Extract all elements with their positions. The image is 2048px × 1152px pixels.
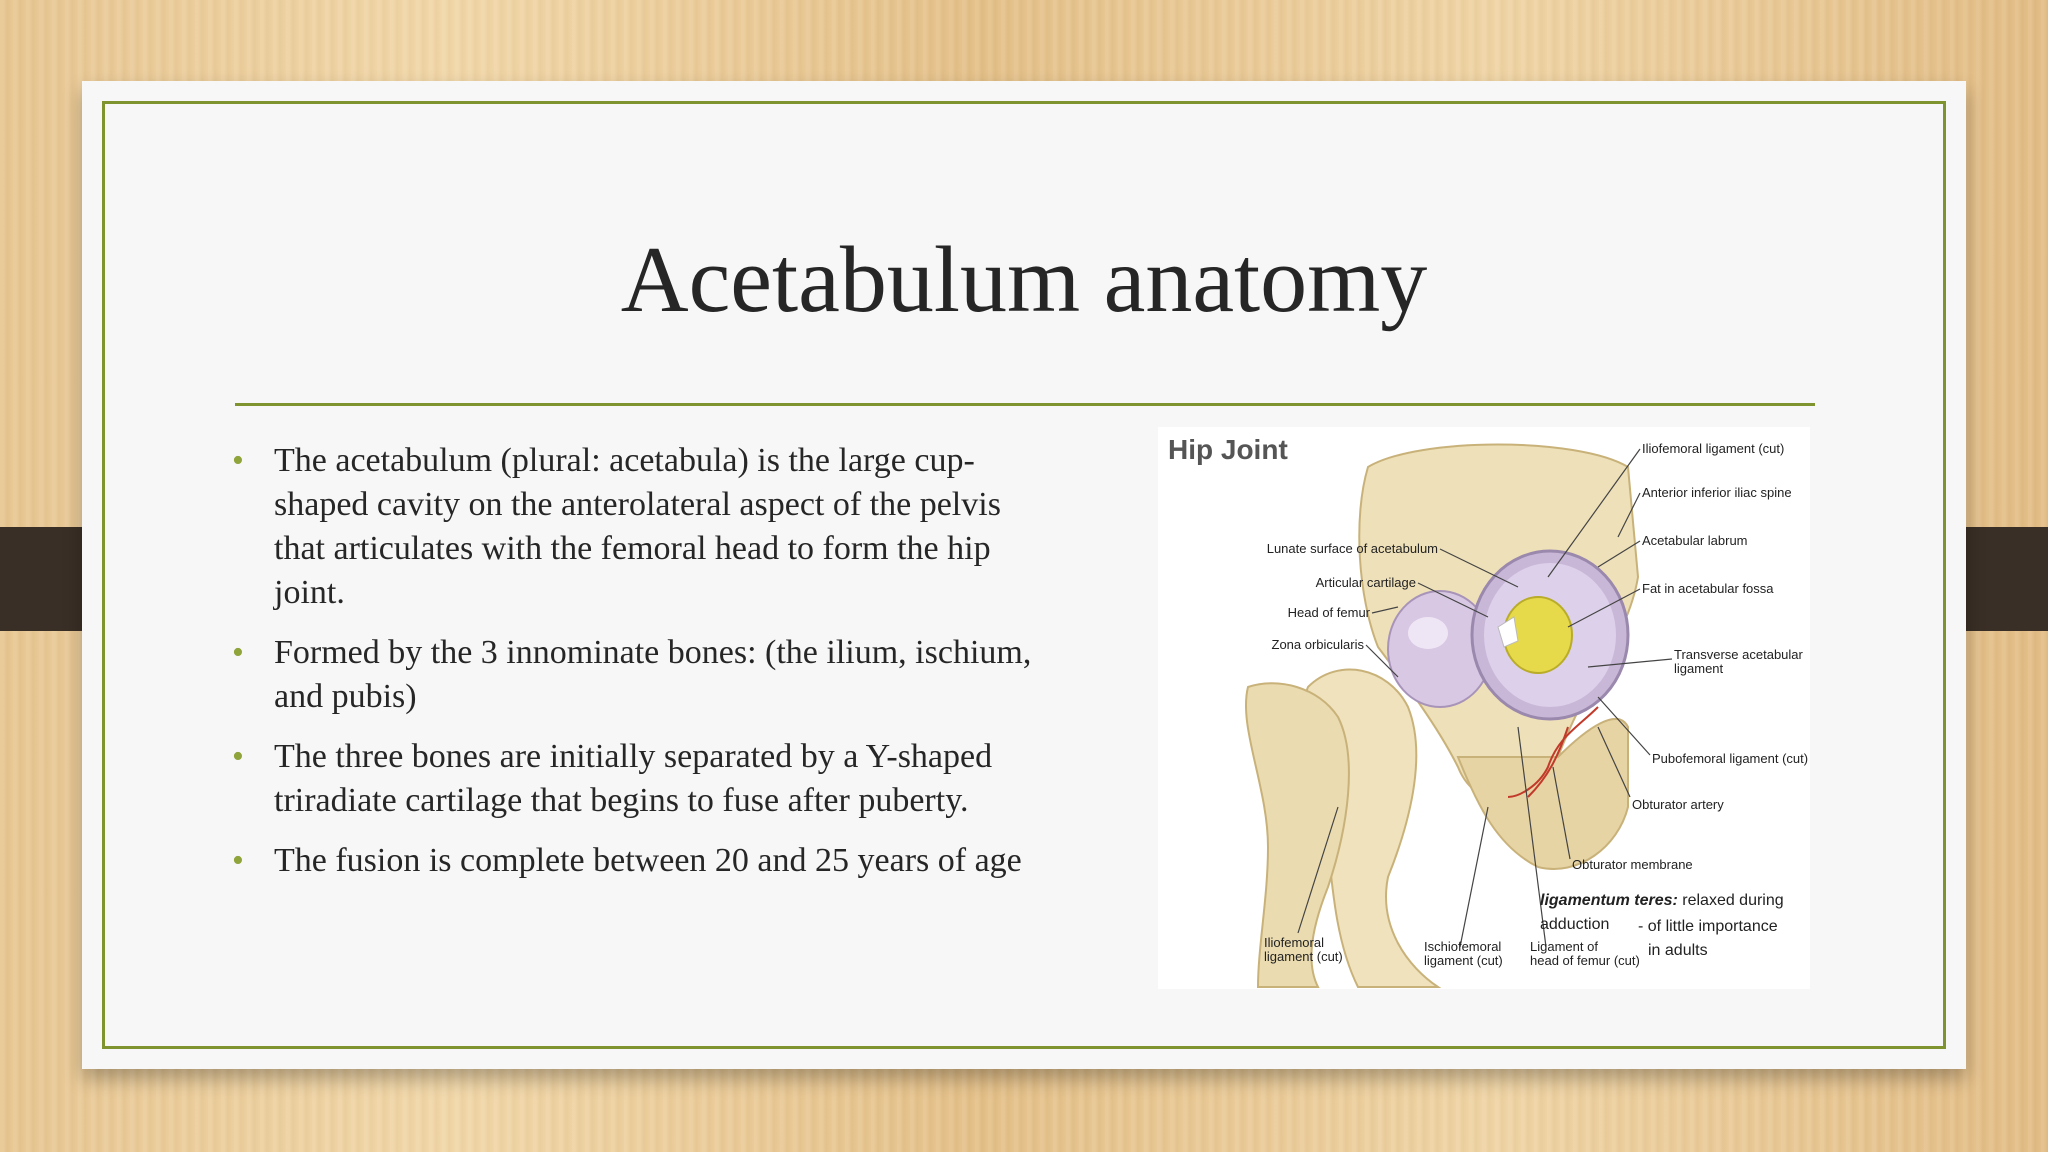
label-iliofemoral-bottom: Iliofemoral	[1264, 935, 1324, 950]
label-acetabular-labrum: Acetabular labrum	[1642, 533, 1748, 548]
label-pubofemoral: Pubofemoral ligament (cut)	[1652, 751, 1809, 766]
label-iliofemoral-bottom-2: ligament (cut)	[1264, 949, 1343, 964]
teres-note-bold: ligamentum teres:	[1540, 892, 1678, 909]
teres-note-rest: relaxed during	[1677, 892, 1784, 909]
slide-canvas	[82, 81, 1966, 1069]
bullet-text: Formed by the 3 innominate bones: (the ilium, ischium, and pubis)	[274, 634, 1032, 715]
label-ischiofemoral: Ischiofemoral	[1424, 939, 1502, 954]
bullet-dot-icon: •	[232, 442, 244, 479]
label-lunate-surface: Lunate surface of acetabulum	[1266, 541, 1438, 556]
bullet-item	[232, 439, 1032, 615]
bullet-text: The fusion is complete between 20 and 25 years of age	[274, 842, 1022, 879]
hip-joint-figure	[1158, 427, 1810, 989]
bullet-item	[232, 839, 1032, 883]
title-divider	[235, 403, 1815, 406]
bullet-list	[232, 439, 1032, 899]
bullet-item	[232, 735, 1032, 823]
slide-title: Acetabulum anatomy	[620, 228, 1428, 332]
teres-note	[1540, 892, 1784, 909]
label-adduction: adduction	[1540, 916, 1610, 933]
hip-joint-illustration	[1158, 427, 1810, 989]
label-ischiofemoral-2: ligament (cut)	[1424, 953, 1503, 968]
label-head-of-femur-cut: head of femur (cut)	[1530, 953, 1640, 968]
bullet-text: The three bones are initially separated by a Y-shaped triradiate cartilage that begins to fuse after puberty.	[274, 738, 993, 819]
label-obturator-artery: Obturator artery	[1632, 797, 1724, 812]
bullet-dot-icon: •	[232, 738, 244, 775]
label-ligament-of: Ligament of	[1530, 939, 1598, 954]
figure-title: Hip Joint	[1168, 434, 1288, 465]
bullet-dot-icon: •	[232, 634, 244, 671]
label-obturator-membrane: Obturator membrane	[1572, 857, 1693, 872]
label-zona-orbicularis: Zona orbicularis	[1271, 637, 1364, 652]
label-head-of-femur: Head of femur	[1287, 605, 1370, 620]
label-iliofemoral-cut: Iliofemoral ligament (cut)	[1642, 441, 1785, 456]
label-transverse-acetabular: Transverse acetabular	[1674, 647, 1803, 662]
bullet-dot-icon: •	[232, 842, 244, 879]
label-transverse-ligament: ligament	[1674, 661, 1724, 676]
bullet-item	[232, 631, 1032, 719]
label-fat-in-acetabular-fossa: Fat in acetabular fossa	[1642, 581, 1774, 596]
bullet-text: The acetabulum (plural: acetabula) is the large cup-shaped cavity on the anterolateral aspect of the pelvis that articulates with the femoral head to form the hip joint.	[274, 442, 1001, 611]
label-anterior-inferior-iliac-spine: Anterior inferior iliac spine	[1642, 485, 1792, 500]
label-articular-cartilage: Articular cartilage	[1315, 575, 1416, 590]
label-little-importance: - of little importance	[1638, 918, 1778, 935]
label-in-adults: in adults	[1648, 942, 1708, 959]
